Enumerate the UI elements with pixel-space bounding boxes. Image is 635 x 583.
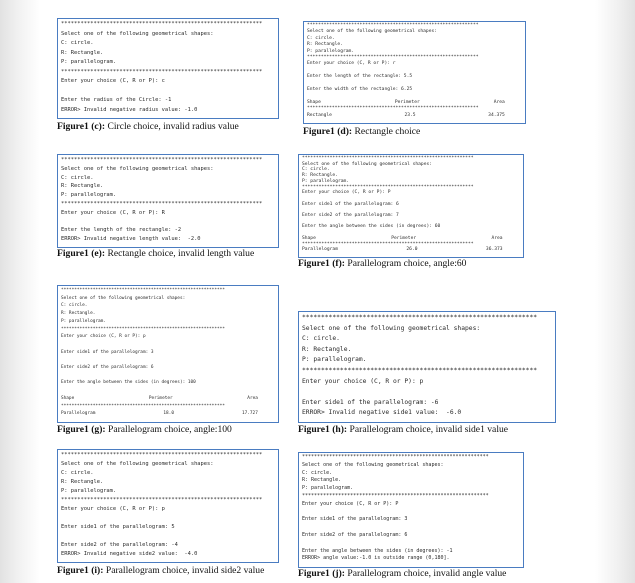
separator-line: ************************************************************** <box>302 184 474 190</box>
menu-option-parallelogram: P: parallelogram. <box>61 488 117 494</box>
terminal-screenshot-i <box>57 449 279 563</box>
separator-line: ************************************************************** <box>307 23 479 28</box>
terminal-screenshot-j <box>298 452 524 568</box>
table-cell: Shape <box>307 99 321 105</box>
menu-option-rectangle: R: Rectangle. <box>61 49 104 56</box>
console-line: Enter the width of the rectangle: 6.25 <box>307 87 413 93</box>
table-cell: Parallelogram <box>61 411 96 417</box>
menu-prompt: Select one of the following geometrical shapes: <box>302 461 444 468</box>
separator-line: ************************************************************** <box>61 157 263 163</box>
separator-line: ************************************************************** <box>61 497 263 503</box>
console-line: Enter the length of the rectangle: 5.5 <box>307 74 413 80</box>
table-cell: Area <box>491 235 503 241</box>
table-cell: Parallelogram <box>302 247 338 253</box>
console-line: Enter your choice (C, R or P): r <box>307 61 396 67</box>
caption-text: Rectangle choice <box>354 126 421 137</box>
console-line: Enter the radius of the Circle: -1 <box>61 97 172 103</box>
table-cell: Rectangle <box>307 112 332 118</box>
error-line: ERROR> angle value:-1.0 is outside range (0,180]. <box>302 555 450 562</box>
error-line: ERROR> Invalid negative radius value: -1.0 <box>61 106 198 113</box>
table-cell: Perimeter <box>148 395 173 401</box>
console-line <box>302 387 552 398</box>
console-line <box>61 356 275 364</box>
table-cell: Area <box>493 99 505 105</box>
separator-line: ************************************************************** <box>61 288 225 293</box>
console-line: Enter side1 of the parallelogram: 3 <box>302 516 408 523</box>
console-line: Enter your choice (C, R or P): p <box>61 334 146 340</box>
terminal-screenshot-e <box>57 154 279 248</box>
table-cell: 36.373 <box>485 247 503 253</box>
caption-f <box>298 258 466 270</box>
caption-text: Rectangle choice, invalid length value <box>107 248 255 259</box>
caption-e <box>57 248 254 260</box>
caption-label: Figure1 (d): <box>303 126 353 137</box>
console-line: Enter side1 of the parallelogram: 6 <box>302 201 399 207</box>
separator-line: ************************************************************** <box>302 454 489 460</box>
terminal-screenshot-d <box>303 21 526 124</box>
menu-option-parallelogram: P: parallelogram. <box>61 59 117 65</box>
menu-option-rectangle: R: Rectangle. <box>302 345 352 353</box>
table-cell: 23.5 <box>404 112 416 118</box>
menu-option-parallelogram: P: parallelogram. <box>302 485 354 492</box>
caption-text: Parallelogram choice, angle:100 <box>107 424 232 435</box>
console-line: Enter the angle between the sides (in degrees): 100 <box>61 380 196 386</box>
menu-option-rectangle: R: Rectangle. <box>302 173 338 179</box>
console-line: Enter your choice (C, R or P): p <box>302 377 424 385</box>
menu-prompt: Select one of the following geometrical shapes: <box>302 161 432 167</box>
menu-prompt: Select one of the following geometrical shapes: <box>61 165 214 172</box>
menu-option-parallelogram: P: parallelogram. <box>61 318 106 324</box>
console-line <box>61 387 275 395</box>
separator-line: ************************************************************** <box>61 452 263 458</box>
menu-prompt: Select one of the following geometrical shapes: <box>302 324 481 332</box>
caption-text: Circle choice, invalid radius value <box>107 121 239 132</box>
menu-prompt: Select one of the following geometrical shapes: <box>307 29 437 35</box>
menu-option-rectangle: R: Rectangle. <box>61 183 104 190</box>
console-line <box>302 540 520 548</box>
table-cell: Shape <box>302 235 316 241</box>
separator-line: ************************************************************** <box>307 55 479 61</box>
error-line: ERROR> Invalid negative side2 value: -4.0 <box>61 551 198 557</box>
menu-option-circle: C: circle. <box>61 174 94 181</box>
caption-d <box>303 126 420 138</box>
table-cell: Perimeter <box>394 99 420 105</box>
separator-line: ************************************************************** <box>302 314 538 321</box>
separator-line: ************************************************************** <box>302 156 474 161</box>
table-cell: Area <box>247 395 258 401</box>
console-line: Enter side2 of the parallelogram: 6 <box>61 365 154 371</box>
menu-option-parallelogram: P: parallelogram. <box>61 192 117 199</box>
table-cell: 26.0 <box>406 247 418 253</box>
menu-option-rectangle: R: Rectangle. <box>302 477 342 484</box>
menu-option-rectangle: R: Rectangle. <box>61 311 96 317</box>
menu-option-circle: C: circle. <box>302 167 330 173</box>
console-line: Enter side1 of the parallelogram: 3 <box>61 349 154 355</box>
separator-line: ************************************************************** <box>61 403 225 409</box>
separator-line: ************************************************************** <box>61 68 263 75</box>
caption-h <box>298 424 508 436</box>
menu-option-rectangle: R: Rectangle. <box>61 479 104 485</box>
terminal-screenshot-g <box>57 285 279 423</box>
separator-line: ************************************************************** <box>61 326 225 332</box>
console-line: Enter your choice (C, R or P): c <box>61 78 165 84</box>
menu-option-circle: C: circle. <box>61 40 94 46</box>
caption-j <box>298 568 506 580</box>
table-cell: 17.727 <box>241 411 258 417</box>
menu-option-circle: C: circle. <box>61 303 88 309</box>
console-line: Enter the angle between the sides (in degrees): 60 <box>302 224 441 230</box>
separator-line: ************************************************************** <box>61 21 263 27</box>
menu-option-parallelogram: P: parallelogram. <box>307 48 355 54</box>
console-line <box>61 87 275 97</box>
console-line <box>302 524 520 532</box>
caption-text: Parallelogram choice, invalid side1 value <box>349 424 509 435</box>
error-line: ERROR> Invalid negative side1 value: -6.0 <box>302 409 462 417</box>
menu-prompt: Select one of the following geometrical shapes: <box>61 30 214 37</box>
result-table-row <box>61 410 258 418</box>
console-line: Enter side2 of the parallelogram: -4 <box>61 542 178 548</box>
console-line: Enter side1 of the parallelogram: -6 <box>302 398 439 406</box>
caption-text: Parallelogram choice, invalid angle value <box>347 568 507 579</box>
terminal-screenshot-c <box>57 18 279 119</box>
caption-label: Figure1 (h): <box>298 424 348 435</box>
menu-option-circle: C: circle. <box>302 335 340 343</box>
separator-line: ************************************************************** <box>302 366 538 374</box>
console-line: Enter your choice (C, R or P): p <box>61 506 165 512</box>
console-line: Enter side1 of the parallelogram: 5 <box>61 524 175 530</box>
caption-i <box>57 565 264 577</box>
separator-line: ************************************************************** <box>302 241 474 247</box>
caption-text: Parallelogram choice, angle:60 <box>347 258 467 269</box>
console-line: Enter side2 of the parallelogram: 6 <box>302 531 408 538</box>
table-cell: 34.375 <box>488 112 505 118</box>
console-line: Enter the length of the rectangle: -2 <box>61 227 182 234</box>
menu-prompt: Select one of the following geometrical shapes: <box>61 295 186 301</box>
result-table-row <box>302 247 503 253</box>
console-line <box>61 372 275 380</box>
terminal-screenshot-h <box>298 311 556 423</box>
result-table-row <box>307 113 505 119</box>
table-cell: Perimeter <box>391 235 417 241</box>
console-line <box>61 341 275 349</box>
console-line: Enter side2 of the parallelogram: 7 <box>302 213 399 219</box>
console-line <box>302 509 520 517</box>
menu-option-rectangle: R: Rectangle. <box>307 42 343 48</box>
console-line: Enter the angle between the sides (in degrees): -1 <box>302 547 453 554</box>
console-line <box>61 218 275 227</box>
caption-label: Figure1 (g): <box>57 424 106 435</box>
separator-line: ************************************************************** <box>302 492 489 499</box>
console-line: Enter your choice (C, R or P): P <box>302 190 391 196</box>
menu-option-circle: C: circle. <box>302 469 333 476</box>
terminal-screenshot-f <box>298 154 524 258</box>
console-line: Enter your choice (C, R or P): P <box>302 500 399 507</box>
result-table-header <box>61 395 258 403</box>
caption-label: Figure1 (e): <box>57 248 106 259</box>
error-line: ERROR> Invalid negative length value: -2.0 <box>61 236 201 243</box>
caption-label: Figure1 (i): <box>57 565 104 576</box>
caption-g <box>57 424 232 436</box>
caption-label: Figure1 (f): <box>298 258 345 269</box>
menu-option-parallelogram: P: parallelogram. <box>302 356 367 364</box>
menu-option-circle: C: circle. <box>307 35 335 41</box>
caption-label: Figure1 (c): <box>57 121 106 132</box>
menu-option-parallelogram: P: parallelogram. <box>302 178 350 184</box>
menu-option-circle: C: circle. <box>61 470 94 476</box>
caption-text: Parallelogram choice, invalid side2 value <box>105 565 265 576</box>
menu-prompt: Select one of the following geometrical shapes: <box>61 461 214 467</box>
console-line <box>61 532 275 541</box>
separator-line: ************************************************************** <box>307 106 479 112</box>
separator-line: ************************************************************** <box>61 200 263 207</box>
console-line: Enter your choice (C, R or P): R <box>61 209 165 216</box>
caption-c <box>57 121 239 133</box>
console-line <box>61 514 275 523</box>
table-cell: 18.0 <box>163 411 174 417</box>
table-cell: Shape <box>61 395 75 401</box>
caption-label: Figure1 (j): <box>298 568 345 579</box>
